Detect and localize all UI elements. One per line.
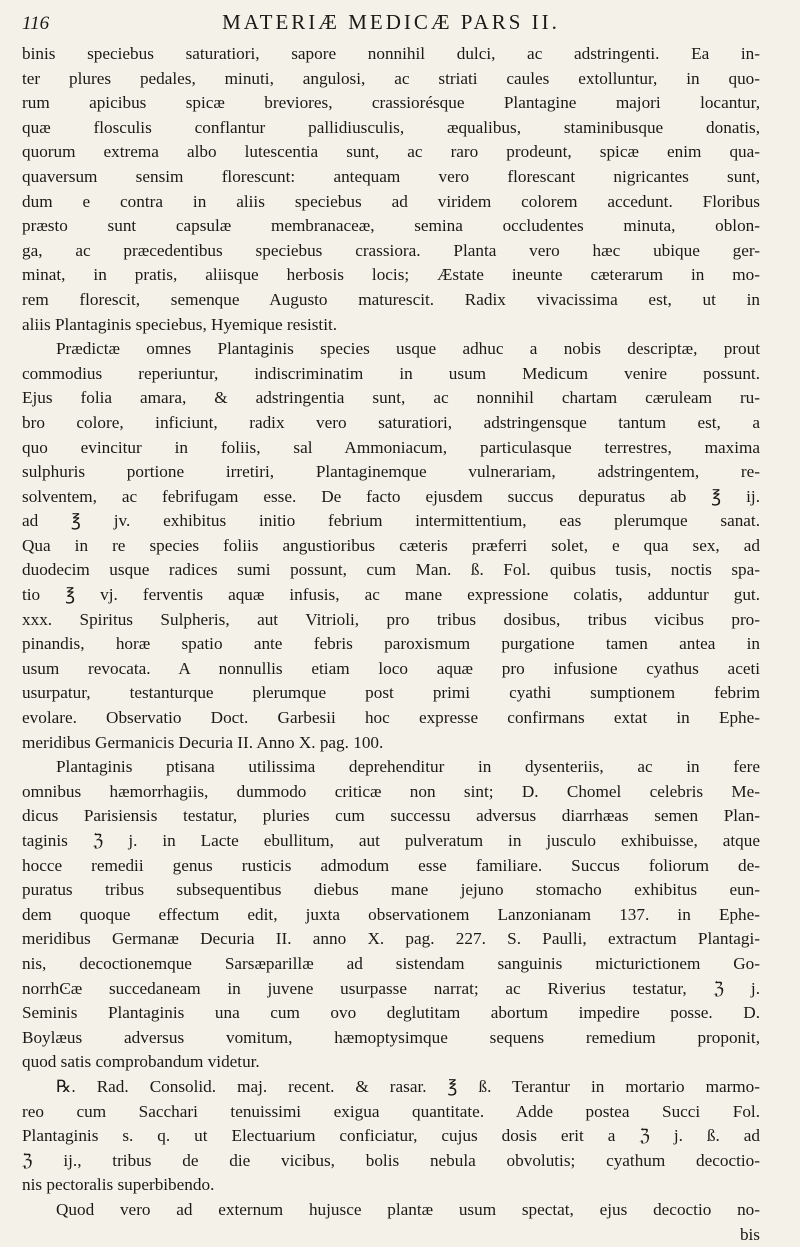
text-line: solventem, ac febrifugam esse. De facto ejusdem succus depuratus ab ℥ ij. <box>22 485 760 510</box>
text-line: commodius reperiuntur, indiscriminatim in usum Medicum venire possunt. <box>22 362 760 387</box>
text-line: binis speciebus saturatiori, sapore nonnihil dulci, ac adstringenti. Ea in- <box>22 42 760 67</box>
text-line: nis pectoralis superbibendo. <box>22 1173 760 1198</box>
text-line: quod satis comprobandum videtur. <box>22 1050 760 1075</box>
catchword: bis <box>22 1223 760 1247</box>
running-title: MATERIÆ MEDICÆ PARS II. <box>82 10 760 35</box>
text-line: puratus tribus subsequentibus diebus mane jejuno stomacho exhibitus eun- <box>22 878 760 903</box>
text-line: Plantaginis ptisana utilissima deprehenditur in dysenteriis, ac in fere <box>22 755 760 780</box>
text-line: omnibus hæmorrhagiis, dummodo criticæ non sint; D. Chomel celebris Me- <box>22 780 760 805</box>
text-line: ad ℥ jv. exhibitus initio febrium intermittentium, eas plerumque sanat. <box>22 509 760 534</box>
text-line: præsto sunt capsulæ membranaceæ, semina occludentes minuta, oblon- <box>22 214 760 239</box>
text-line: usurpatur, testanturque plerumque post primi cyathi sumptionem febrim <box>22 681 760 706</box>
text-line: xxx. Spiritus Sulpheris, aut Vitrioli, pro tribus dosibus, tribus vicibus pro- <box>22 608 760 633</box>
text-line: dum e contra in aliis speciebus ad viridem colorem accedunt. Floribus <box>22 190 760 215</box>
text-line: tio ℥ vj. ferventis aquæ infusis, ac mane expressione colatis, adduntur gut. <box>22 583 760 608</box>
text-line: taginis ℨ j. in Lacte ebullitum, aut pulveratum in jusculo exhibuisse, atque <box>22 829 760 854</box>
text-line: duodecim usque radices sumi possunt, cum Man. ß. Fol. quibus tusis, noctis spa- <box>22 558 760 583</box>
text-line: norrhϾæ succedaneam in juvene usurpasse narrat; ac Riverius testatur, ℨ j. <box>22 977 760 1002</box>
text-line: meridibus Germanæ Decuria II. anno X. pag. 227. S. Paulli, extractum Plantagi- <box>22 927 760 952</box>
text-line: Ejus folia amara, & adstringentia sunt, ac nonnihil chartam cæruleam ru- <box>22 386 760 411</box>
page-number: 116 <box>22 13 82 35</box>
text-line: quo evincitur in foliis, sal Ammoniacum, particulasque terrestres, maxima <box>22 436 760 461</box>
text-line: quaversum sensim florescunt: antequam vero florescant nigricantes sunt, <box>22 165 760 190</box>
text-line: dicus Parisiensis testatur, pluries cum successu adversus diarrhæas semen Plan- <box>22 804 760 829</box>
text-line: dem quoque effectum edit, juxta observationem Lanzonianam 137. in Ephe- <box>22 903 760 928</box>
body-text <box>22 42 760 1247</box>
text-line: rum apicibus spicæ breviores, crassiorésque Plantagine majori locantur, <box>22 91 760 116</box>
text-line: nis, decoctionemque Sarsæparillæ ad sistendam sanguinis micturictionem Go- <box>22 952 760 977</box>
text-line: ga, ac præcedentibus speciebus crassiora. Planta vero hæc ubique ger- <box>22 239 760 264</box>
text-line: quorum extrema albo lutescentia sunt, ac raro prodeunt, spicæ enim qua- <box>22 140 760 165</box>
text-line: rem florescit, semenque Augusto maturescit. Radix vivacissima est, ut in <box>22 288 760 313</box>
text-line: aliis Plantaginis speciebus, Hyemique resistit. <box>22 313 760 338</box>
text-line: quæ flosculis conflantur pallidiusculis, æqualibus, staminibusque donatis, <box>22 116 760 141</box>
text-line: hocce remedii genus rusticis admodum esse familiare. Succus foliorum de- <box>22 854 760 879</box>
text-line: Qua in re species foliis angustioribus cæteris præferri solet, e qua sex, ad <box>22 534 760 559</box>
text-line: usum revocata. A nonnullis etiam loco aquæ pro infusione cyathus aceti <box>22 657 760 682</box>
text-line: sulphuris portione irretiri, Plantaginemque vulnerariam, adstringentem, re- <box>22 460 760 485</box>
text-line: ℞. Rad. Consolid. maj. recent. & rasar. ℥ ß. Terantur in mortario marmo- <box>22 1075 760 1100</box>
text-line: Boylæus adversus vomitum, hæmoptysimque sequens remedium proponit, <box>22 1026 760 1051</box>
text-line: Plantaginis s. q. ut Electuarium conficiatur, cujus dosis erit a ℨ j. ß. ad <box>22 1124 760 1149</box>
text-line: reo cum Sacchari tenuissimi exigua quantitate. Adde postea Succi Fol. <box>22 1100 760 1125</box>
text-line: ter plures pedales, minuti, angulosi, ac striati caules extolluntur, in quo- <box>22 67 760 92</box>
text-line: meridibus Germanicis Decuria II. Anno X. pag. 100. <box>22 731 760 756</box>
text-line: Seminis Plantaginis una cum ovo deglutitam abortum impedire posse. D. <box>22 1001 760 1026</box>
text-line: evolare. Observatio Doct. Garbesii hoc expresse confirmans extat in Ephe- <box>22 706 760 731</box>
running-head <box>22 10 760 40</box>
text-line: Prædictæ omnes Plantaginis species usque adhuc a nobis descriptæ, prout <box>22 337 760 362</box>
text-line: Quod vero ad externum hujusce plantæ usum spectat, ejus decoctio no- <box>22 1198 760 1223</box>
text-line: pinandis, horæ spatio ante febris paroxismum purgatione tamen antea in <box>22 632 760 657</box>
text-line: minat, in pratis, aliisque herbosis locis; Æstate ineunte cæterarum in mo- <box>22 263 760 288</box>
text-line: bro colore, inficiunt, radix vero saturatiori, adstringensque tantum est, a <box>22 411 760 436</box>
text-line: ℨ ij., tribus de die vicibus, bolis nebula obvolutis; cyathum decoctio- <box>22 1149 760 1174</box>
